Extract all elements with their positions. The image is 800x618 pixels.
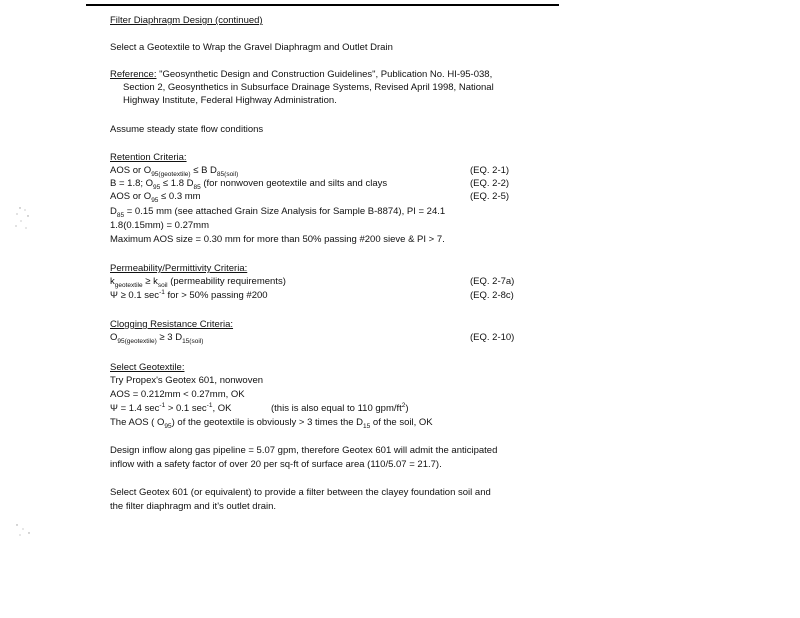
reference-line-1 xyxy=(110,68,492,81)
top-rule xyxy=(86,4,559,6)
select-heading: Select Geotextile: xyxy=(110,362,185,373)
select-try: Try Propex's Geotex 601, nonwoven xyxy=(110,375,264,386)
retention-eq2: B = 1.8; $O_{95} \le 1.8$ $D_{85}$ (for nonwoven geotextile and silts and clays xyxy=(110,178,388,191)
reference-text-1: "Geosynthetic Design and Construction Guidelines", Publication No. HI-95-038, xyxy=(156,69,493,80)
reference-line-2: Section 2, Geosynthetics in Subsurface Drainage Systems, Revised April 1998, National xyxy=(123,82,494,93)
permeability-heading: Permeability/Permittivity Criteria: xyxy=(110,263,248,274)
retention-heading: Retention Criteria: xyxy=(110,152,187,163)
design-inflow-1: Design inflow along gas pipeline = 5.07 gpm, therefore Geotex 601 will admit the anticipated xyxy=(110,445,498,456)
eq-label-2-2: (EQ. 2-2) xyxy=(470,178,510,189)
select-permittivity: Ψ = 1.4 $\sec^{-1} > 0.1$ $\sec^{-1}$, OK xyxy=(110,401,232,414)
eq-label-2-7a: (EQ. 2-7a) xyxy=(470,276,515,287)
retention-d85: $D_{85} = 0.15$ mm (see attached Grain Size Analysis for Sample B-8874), PI = 24.1 xyxy=(110,206,446,219)
assumption: Assume steady state flow conditions xyxy=(110,124,264,135)
permeability-eq2: Ψ ≥ 0.1 $\sec^{-1}$ for > 50% passing #200 xyxy=(110,288,268,301)
design-inflow-2: inflow with a safety factor of over 20 per sq-ft of surface area (110/5.07 = 21.7). xyxy=(110,459,442,470)
retention-eq1: AOS or $O_{95(geotextile)} \le B$ $D_{85(soil)}$ xyxy=(110,165,239,178)
clogging-heading: Clogging Resistance Criteria: xyxy=(110,319,234,330)
conclusion-2: the filter diaphragm and it's outlet drain. xyxy=(110,501,277,512)
reference-label: Reference: xyxy=(110,69,157,80)
permeability-eq1: $k_{geotextile} \ge k_{soil}$ (permeability requirements) xyxy=(110,276,286,289)
select-clogging-check: The AOS ( $O_{95}$) of the geotextile is obviously > 3 times the $D_{15}$ of the soil, OK xyxy=(110,417,433,430)
select-aos: AOS = 0.212mm < 0.27mm, OK xyxy=(110,389,245,400)
select-permittivity-note: (this is also equal to 110 gpm/$ft^2$) xyxy=(271,401,409,414)
page-title: Filter Diaphragm Design (continued) xyxy=(110,15,263,26)
eq-label-2-8c: (EQ. 2-8c) xyxy=(470,290,514,301)
retention-calc: 1.8(0.15mm) = 0.27mm xyxy=(110,220,209,231)
reference-line-3: Highway Institute, Federal Highway Administration. xyxy=(123,95,337,106)
scan-speckle-lower xyxy=(12,520,36,540)
conclusion-1: Select Geotex 601 (or equivalent) to provide a filter between the clayey foundation soil and xyxy=(110,487,491,498)
clogging-eq1: $O_{95(geotextile)} \ge 3$ $D_{15(soil)}$ xyxy=(110,332,204,345)
eq-label-2-1: (EQ. 2-1) xyxy=(470,165,510,176)
retention-eq3: AOS or $O_{95} \le 0.3$ mm xyxy=(110,191,201,204)
subtitle: Select a Geotextile to Wrap the Gravel Diaphragm and Outlet Drain xyxy=(110,42,393,53)
retention-max-aos: Maximum AOS size = 0.30 mm for more than 50% passing #200 sieve & PI > 7. xyxy=(110,234,445,245)
eq-label-2-10: (EQ. 2-10) xyxy=(470,332,515,343)
eq-label-2-5: (EQ. 2-5) xyxy=(470,191,510,202)
scan-speckle-upper xyxy=(12,204,36,234)
